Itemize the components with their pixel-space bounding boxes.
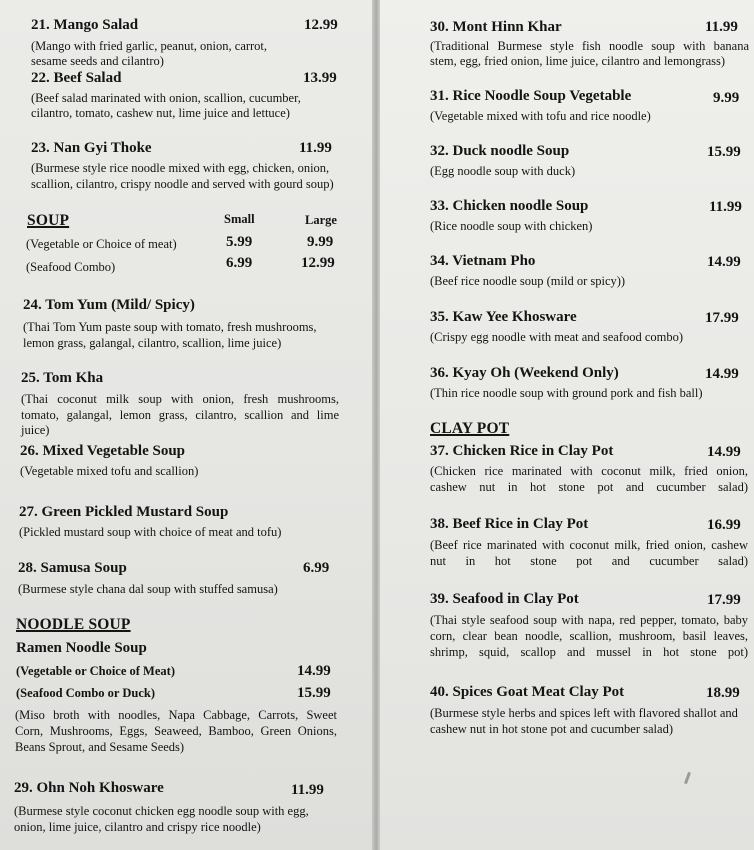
item-description: Corn, Mushrooms, Eggs, Seaweed, Bamboo, Green Onions, <box>15 724 337 738</box>
item-description: (Pickled mustard soup with choice of meat and tofu) <box>19 525 282 539</box>
item-title: 28. Samusa Soup <box>18 560 127 576</box>
item-description: cashew nut in hot stone pot and cucumber salad) <box>430 480 748 494</box>
item-description: onion, lime juice, cilantro and crispy rice noodle) <box>14 820 261 834</box>
item-description: corn, clear bean noodle, scallion, mushroom, basil leaves, <box>430 629 748 643</box>
item-price: 14.99 <box>705 366 739 382</box>
item-price: 6.99 <box>303 560 330 576</box>
item-description: (Vegetable mixed with tofu and rice noodle) <box>430 109 651 123</box>
section-heading-noodle-soup: NOODLE SOUP <box>16 616 131 633</box>
item-description: (Beef salad marinated with onion, scallion, cucumber, <box>31 91 301 105</box>
item-description: sesame seeds and cilantro) <box>31 54 164 68</box>
menu-page-left <box>0 0 374 850</box>
soup-price-large: 9.99 <box>307 234 334 250</box>
item-description: (Rice noodle soup with chicken) <box>430 219 593 233</box>
item-title: 25. Tom Kha <box>21 370 104 386</box>
item-title: Ramen Noodle Soup <box>16 640 147 656</box>
item-price: 11.99 <box>709 199 742 215</box>
item-description: (Vegetable mixed tofu and scallion) <box>20 464 199 478</box>
item-description: cashew nut in hot stone pot and cucumber salad) <box>430 722 673 736</box>
item-title: 39. Seafood in Clay Pot <box>430 591 579 607</box>
item-description: (Beef rice marinated with coconut milk, fried onion, cashew <box>430 538 748 552</box>
item-price: 9.99 <box>713 90 740 106</box>
menu-page-right <box>380 0 754 850</box>
item-description: (Burmese style rice noodle mixed with egg, chicken, onion, <box>31 161 330 175</box>
column-header-large: Large <box>305 213 337 227</box>
item-title: 40. Spices Goat Meat Clay Pot <box>430 684 625 700</box>
soup-row-label: (Vegetable or Choice of meat) <box>26 237 177 251</box>
item-description: (Chicken rice marinated with coconut milk, fried onion, <box>430 464 748 478</box>
item-description: lemon grass, galangal, cilantro, scallion, lime juice) <box>23 336 282 350</box>
soup-price-small: 5.99 <box>226 234 253 250</box>
item-description: (Thai style seafood soup with napa, red pepper, tomato, baby <box>430 613 748 627</box>
item-description: cilantro, tomato, cashew nut, lime juice and lettuce) <box>31 106 290 120</box>
item-title: 32. Duck noodle Soup <box>430 143 570 159</box>
paper-mark <box>684 772 691 784</box>
soup-price-small: 6.99 <box>226 255 253 271</box>
item-price: 11.99 <box>291 782 324 798</box>
item-price: 17.99 <box>707 592 741 608</box>
item-description: juice) <box>21 423 50 437</box>
item-title: 34. Vietnam Pho <box>430 253 536 269</box>
item-description: (Miso broth with noodles, Napa Cabbage, Carrots, Sweet <box>15 708 337 722</box>
item-description: (Mango with fried garlic, peanut, onion, carrot, <box>31 39 268 53</box>
item-price: 18.99 <box>706 685 740 701</box>
item-title: 26. Mixed Vegetable Soup <box>20 443 186 459</box>
item-price: 14.99 <box>707 444 741 460</box>
item-description: (Crispy egg noodle with meat and seafood combo) <box>430 330 684 344</box>
item-description: (Beef rice noodle soup (mild or spicy)) <box>430 274 626 288</box>
column-header-small: Small <box>224 212 255 226</box>
item-price: 14.99 <box>707 254 741 270</box>
item-title: 33. Chicken noodle Soup <box>430 198 589 214</box>
option-price: 14.99 <box>297 663 331 679</box>
item-title: 29. Ohn Noh Khosware <box>14 780 164 796</box>
item-description: (Burmese style coconut chicken egg noodle soup with egg, <box>14 804 309 818</box>
option-label: (Seafood Combo or Duck) <box>16 686 156 700</box>
item-description: nut in hot stone pot and cucumber salad) <box>430 554 748 568</box>
option-price: 15.99 <box>297 685 331 701</box>
item-title: 27. Green Pickled Mustard Soup <box>19 504 229 520</box>
item-description: tomato, galangal, lemon grass, cilantro, scallion and lime <box>21 408 339 422</box>
item-title: 37. Chicken Rice in Clay Pot <box>430 443 614 459</box>
item-title: 31. Rice Noodle Soup Vegetable <box>430 88 632 104</box>
item-title: 36. Kyay Oh (Weekend Only) <box>430 365 619 381</box>
item-price: 11.99 <box>299 140 332 156</box>
item-description: (Thai coconut milk soup with onion, fresh mushrooms, <box>21 392 339 406</box>
item-price: 11.99 <box>705 19 738 35</box>
item-description: shrimp, squid, scallop and mussel in hot stone pot) <box>430 645 748 659</box>
item-description: (Burmese style herbs and spices left with flavored shallot and <box>430 706 738 720</box>
item-description: stem, egg, fried onion, lime juice, cilantro and lemongrass) <box>430 54 726 68</box>
item-price: 12.99 <box>304 17 338 33</box>
item-price: 13.99 <box>303 70 337 86</box>
item-price: 16.99 <box>707 517 741 533</box>
section-heading-clay-pot: CLAY POT <box>430 420 510 437</box>
item-title: 24. Tom Yum (Mild/ Spicy) <box>23 297 195 313</box>
item-title: 22. Beef Salad <box>31 70 122 86</box>
item-title: 23. Nan Gyi Thoke <box>31 140 152 156</box>
item-title: 21. Mango Salad <box>31 17 139 33</box>
item-price: 15.99 <box>707 144 741 160</box>
option-label: (Vegetable or Choice of Meat) <box>16 664 175 678</box>
soup-price-large: 12.99 <box>301 255 335 271</box>
item-title: 38. Beef Rice in Clay Pot <box>430 516 589 532</box>
item-title: 30. Mont Hinn Khar <box>430 19 562 35</box>
soup-row-label: (Seafood Combo) <box>26 260 116 274</box>
item-description: scallion, cilantro, crispy noodle and served with gourd soup) <box>31 177 334 191</box>
item-description: (Thai Tom Yum paste soup with tomato, fresh mushrooms, <box>23 320 317 334</box>
section-heading-soup: SOUP <box>27 212 70 229</box>
item-description: (Thin rice noodle soup with ground pork and fish ball) <box>430 386 703 400</box>
item-description: (Burmese style chana dal soup with stuffed samusa) <box>18 582 278 596</box>
item-description: Beans Sprout, and Sesame Seeds) <box>15 740 185 754</box>
item-price: 17.99 <box>705 310 739 326</box>
item-description: (Traditional Burmese style fish noodle soup with banana <box>430 39 749 53</box>
item-description: (Egg noodle soup with duck) <box>430 164 576 178</box>
item-title: 35. Kaw Yee Khosware <box>430 309 577 325</box>
